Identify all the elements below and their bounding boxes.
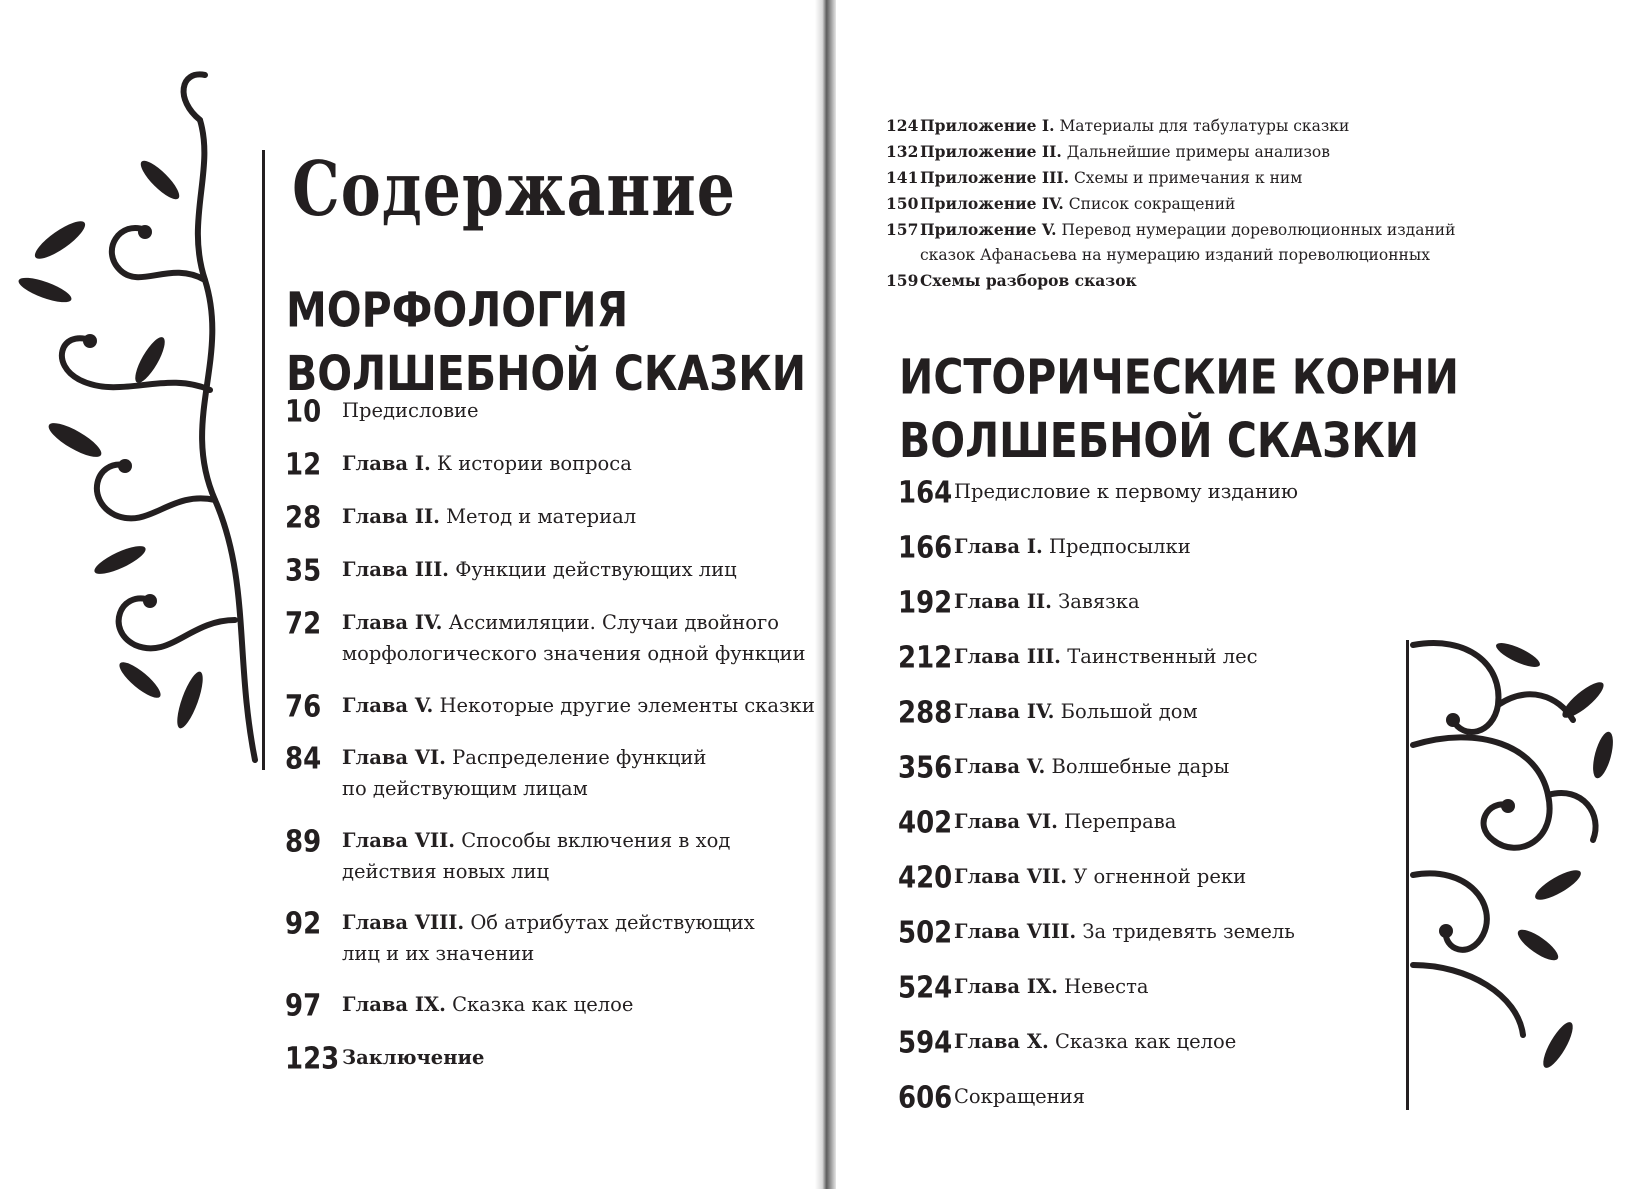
appendix-label: Приложение V.: [920, 220, 1057, 239]
toc-page-number: 192: [898, 586, 953, 621]
appendix-title: Дальнейшие примеры анализов: [1066, 143, 1330, 161]
toc-chapter-title: Сокращения: [954, 1085, 1085, 1108]
toc-chapter-title: Сказка как целое: [1054, 1030, 1237, 1053]
appendix-entry[interactable]: [886, 217, 1455, 268]
toc-chapter-title: Предпосылки: [1048, 535, 1191, 558]
toc-chapter-title: Предисловие к первому изданию: [954, 480, 1298, 503]
appendix-list: [886, 113, 1455, 294]
toc-page-number: 72: [285, 607, 322, 642]
toc-chapter-label: Глава VIII.: [342, 911, 465, 934]
vertical-rule: [262, 150, 265, 770]
appendix-label: Приложение I.: [920, 116, 1055, 135]
section-title-line: МОРФОЛОГИЯ: [286, 281, 629, 339]
toc-chapter-title: Переправа: [1064, 810, 1177, 833]
appendix-entry[interactable]: [886, 113, 1455, 139]
appendix-title: Схемы и примечания к ним: [1073, 169, 1303, 187]
book-gutter: [815, 0, 836, 1189]
toc-page-number: 157: [886, 220, 919, 239]
toc-chapter-title: Невеста: [1064, 975, 1149, 998]
appendix-entry[interactable]: [886, 268, 1455, 294]
toc-page-number: 97: [285, 989, 322, 1024]
toc-chapter-title: Функции действующих лиц: [455, 558, 737, 581]
toc-chapter-title-cont: лиц и их значении: [342, 942, 535, 965]
toc-chapter-label: Заключение: [342, 1046, 485, 1069]
toc-chapter-title: Большой дом: [1060, 700, 1198, 723]
toc-page-number: 356: [898, 751, 953, 786]
toc-chapter-title: Предисловие: [342, 399, 479, 422]
appendix-title-cont: сказок Афанасьева на нумерацию изданий пореволюционных: [920, 246, 1430, 264]
toc-chapter-label: Глава IV.: [954, 700, 1055, 723]
floral-swirl-ornament-icon: [0, 60, 270, 780]
toc-chapter-label: Глава V.: [342, 694, 434, 717]
appendix-entry[interactable]: [886, 191, 1455, 217]
toc-chapter-label: Глава X.: [954, 1030, 1049, 1053]
page-title: Содержание: [292, 146, 736, 234]
toc-chapter-label: Глава VIII.: [954, 920, 1077, 943]
section-title-morphology: [286, 278, 806, 405]
toc-chapter-label: Глава VII.: [954, 865, 1067, 888]
toc-page-number: 159: [886, 271, 919, 290]
toc-page-number: 10: [285, 395, 322, 430]
section-title-line: ВОЛШЕБНОЙ СКАЗКИ: [286, 345, 807, 402]
toc-page-number: 606: [898, 1081, 953, 1116]
appendix-label: Приложение IV.: [920, 194, 1064, 213]
right-page: [836, 0, 1639, 1189]
toc-page-number: 141: [886, 168, 919, 187]
toc-page-number: 89: [285, 825, 322, 860]
toc-page-number: 164: [898, 476, 953, 511]
toc-page-number: 28: [285, 501, 322, 536]
toc-page-number: 84: [285, 742, 322, 777]
toc-page-number: 124: [886, 116, 919, 135]
toc-chapter-label: Глава II.: [954, 590, 1052, 613]
toc-page-number: 12: [285, 448, 322, 483]
toc-list-morphology: [285, 395, 815, 1115]
toc-chapter-label: Глава I.: [954, 535, 1043, 558]
toc-chapter-title: Ассимиляции. Случаи двойного: [448, 611, 779, 634]
toc-chapter-title: У огненной реки: [1073, 865, 1247, 888]
toc-page-number: 92: [285, 907, 322, 942]
toc-chapter-title: К истории вопроса: [436, 452, 632, 475]
toc-chapter-title: Распределение функций: [452, 746, 707, 769]
toc-chapter-label: Глава I.: [342, 452, 431, 475]
toc-chapter-label: Глава II.: [342, 505, 440, 528]
toc-chapter-label: Глава IX.: [342, 993, 446, 1016]
toc-page-number: 594: [898, 1026, 953, 1061]
toc-chapter-title: Завязка: [1058, 590, 1140, 613]
toc-page-number: 150: [886, 194, 919, 213]
toc-page-number: 123: [285, 1042, 340, 1077]
appendix-label: Приложение III.: [920, 168, 1069, 187]
section-title-line: ИСТОРИЧЕСКИЕ КОРНИ: [899, 348, 1459, 406]
toc-page-number: 402: [898, 806, 953, 841]
toc-chapter-label: Глава V.: [954, 755, 1046, 778]
toc-chapter-label: Глава III.: [342, 558, 449, 581]
appendix-title: Перевод нумерации дореволюционных изданий: [1056, 221, 1456, 239]
toc-page-number: 35: [285, 554, 322, 589]
section-title-historical-roots: [899, 345, 1459, 472]
appendix-label: Приложение II.: [920, 142, 1062, 161]
toc-chapter-title: Некоторые другие элементы сказки: [439, 694, 815, 717]
floral-swirl-ornament-icon: [1408, 625, 1628, 1085]
toc-chapter-label: Глава III.: [954, 645, 1061, 668]
toc-chapter-label: Глава VII.: [342, 829, 455, 852]
toc-chapter-label: Глава IV.: [342, 611, 443, 634]
appendix-entry[interactable]: [886, 165, 1455, 191]
toc-page-number: 132: [886, 142, 919, 161]
appendix-title: Список сокращений: [1068, 195, 1236, 213]
toc-page-number: 76: [285, 690, 322, 725]
toc-chapter-title: Таинственный лес: [1067, 645, 1258, 668]
toc-page-number: 524: [898, 971, 953, 1006]
toc-chapter-label: Глава VI.: [342, 746, 446, 769]
left-page: [0, 0, 815, 1189]
toc-page-number: 212: [898, 641, 953, 676]
appendix-label: Схемы разборов сказок: [920, 271, 1137, 290]
toc-chapter-title: Об атрибутах действующих: [470, 911, 755, 934]
section-title-line: ВОЛШЕБНОЙ СКАЗКИ: [899, 412, 1420, 469]
appendix-entry[interactable]: [886, 139, 1455, 165]
toc-chapter-label: Глава IX.: [954, 975, 1058, 998]
toc-page-number: 420: [898, 861, 953, 896]
toc-chapter-title: Способы включения в ход: [461, 829, 731, 852]
toc-chapter-title: За тридевять земель: [1082, 920, 1295, 943]
toc-chapter-title: Волшебные дары: [1051, 755, 1230, 778]
toc-chapter-title-cont: по действующим лицам: [342, 777, 588, 800]
toc-chapter-label: Глава VI.: [954, 810, 1058, 833]
toc-chapter-title: Метод и материал: [446, 505, 637, 528]
toc-chapter-title-cont: действия новых лиц: [342, 860, 550, 883]
toc-list-historical-roots: [898, 476, 1378, 1116]
appendix-title: Материалы для табулатуры сказки: [1059, 117, 1350, 135]
toc-chapter-title-cont: морфологического значения одной функции: [342, 642, 806, 665]
toc-page-number: 288: [898, 696, 953, 731]
toc-page-number: 166: [898, 531, 953, 566]
toc-page-number: 502: [898, 916, 953, 951]
toc-chapter-title: Сказка как целое: [452, 993, 634, 1016]
